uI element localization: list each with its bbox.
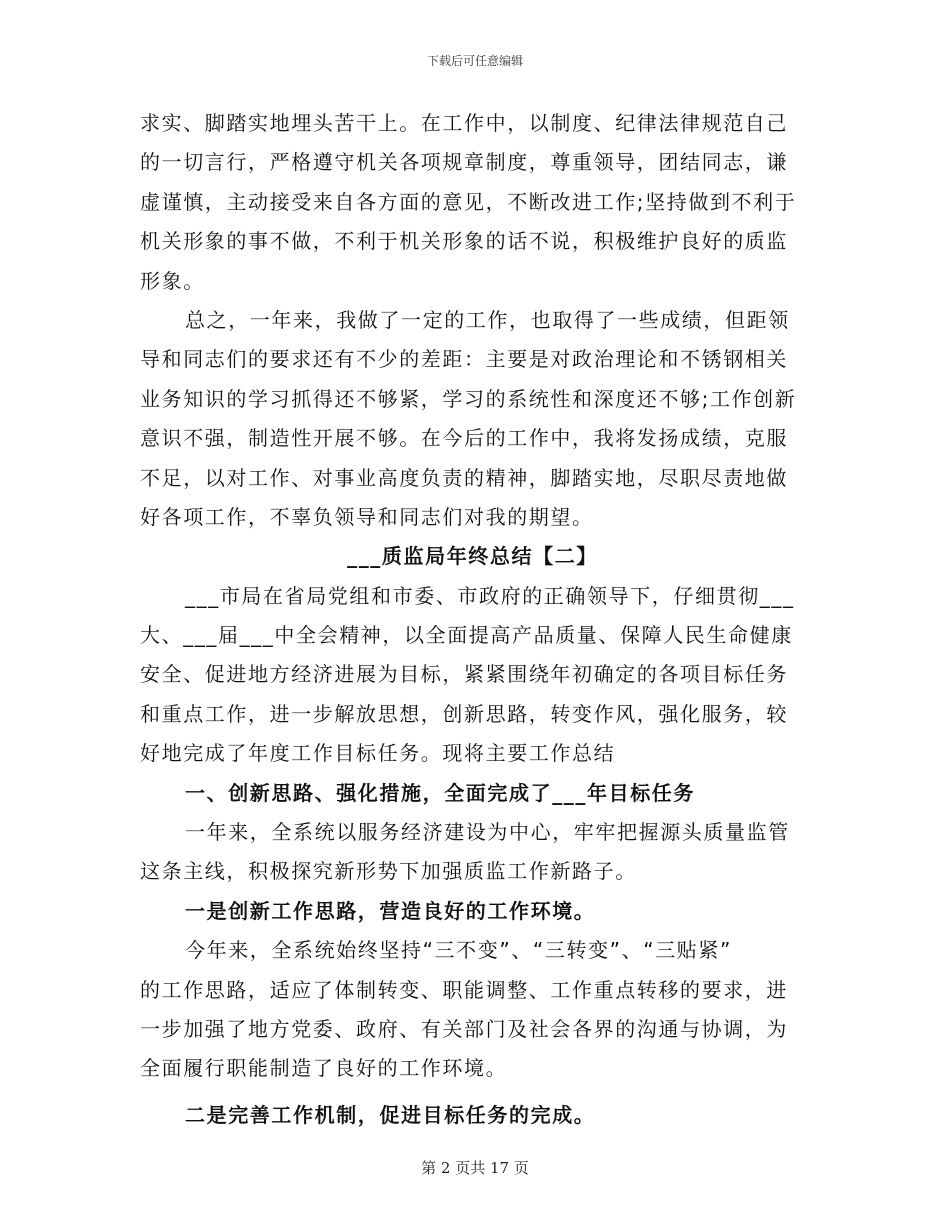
page-header: 下载后可任意编辑 xyxy=(426,54,523,68)
paragraph-line: 的工作思路，适应了体制转变、职能调整、工作重点转移的要求，进 xyxy=(140,977,788,1002)
paragraph-line: 和重点工作，进一步解放思想，创新思路，转变作风，强化服务，较 xyxy=(140,701,788,726)
paragraph-line: 好各项工作，不辜负领导和同志们对我的期望。 xyxy=(140,504,594,529)
document-body xyxy=(140,104,805,1135)
section-title: ___质监局年终总结【二】 xyxy=(347,544,598,569)
paragraph-line: 大、___届___中全会精神，以全面提高产品质量、保障人民生命健康 xyxy=(140,623,793,648)
paragraph-line: 今年来，全系统始终坚持“三不变”、“三转变”、“三贴紧” xyxy=(185,938,732,963)
paragraph-line: 这条主线，积极探究新形势下加强质监工作新路子。 xyxy=(140,859,637,884)
paragraph-line: 全面履行职能制造了良好的工作环境。 xyxy=(140,1056,508,1081)
paragraph-line: 好地完成了年度工作目标任务。现将主要工作总结 xyxy=(140,741,616,766)
paragraph-line: 求实、脚踏实地埋头苦干上。在工作中，以制度、纪律法律规范自己 xyxy=(140,111,788,135)
subheading: 一是创新工作思路，营造良好的工作环境。 xyxy=(185,898,596,923)
paragraph-line: 虚谨慎，主动接受来自各方面的意见，不断改进工作;坚持做到不利于 xyxy=(140,189,797,214)
paragraph-line: 总之，一年来，我做了一定的工作，也取得了一些成绩，但距领 xyxy=(185,307,790,332)
paragraph-line: 形象。 xyxy=(140,268,205,293)
paragraph-line: 一年来，全系统以服务经济建设为中心，牢牢把握源头质量监管 xyxy=(185,820,790,845)
paragraph-line: 不足，以对工作、对事业高度负责的精神，脚踏实地，尽职尽责地做 xyxy=(140,465,788,490)
paragraph-line: 导和同志们的要求还有不少的差距：主要是对政治理论和不锈钢相关 xyxy=(140,347,788,372)
page-footer: 第 2 页共 17 页 xyxy=(421,1159,529,1177)
paragraph-line: 安全、促进地方经济进展为目标，紧紧围绕年初确定的各项目标任务 xyxy=(140,662,788,687)
paragraph-line: 业务知识的学习抓得还不够紧，学习的系统性和深度还不够;工作创新 xyxy=(140,386,797,411)
paragraph-line: 意识不强，制造性开展不够。在今后的工作中，我将发扬成绩，克服 xyxy=(140,426,788,451)
subheading: 二是完善工作机制，促进目标任务的完成。 xyxy=(185,1102,596,1127)
paragraph-line: ___市局在省局党组和市委、市政府的正确领导下，仔细贯彻___ xyxy=(185,583,795,608)
paragraph-line: 的一切言行，严格遵守机关各项规章制度，尊重领导，团结同志，谦 xyxy=(140,150,788,175)
subheading: 一、创新思路、强化措施，全面完成了___年目标任务 xyxy=(185,780,695,805)
paragraph-line: 机关形象的事不做，不利于机关形象的话不说，积极维护良好的质监 xyxy=(140,229,788,254)
paragraph-line: 一步加强了地方党委、政府、有关部门及社会各界的沟通与协调，为 xyxy=(140,1016,788,1041)
